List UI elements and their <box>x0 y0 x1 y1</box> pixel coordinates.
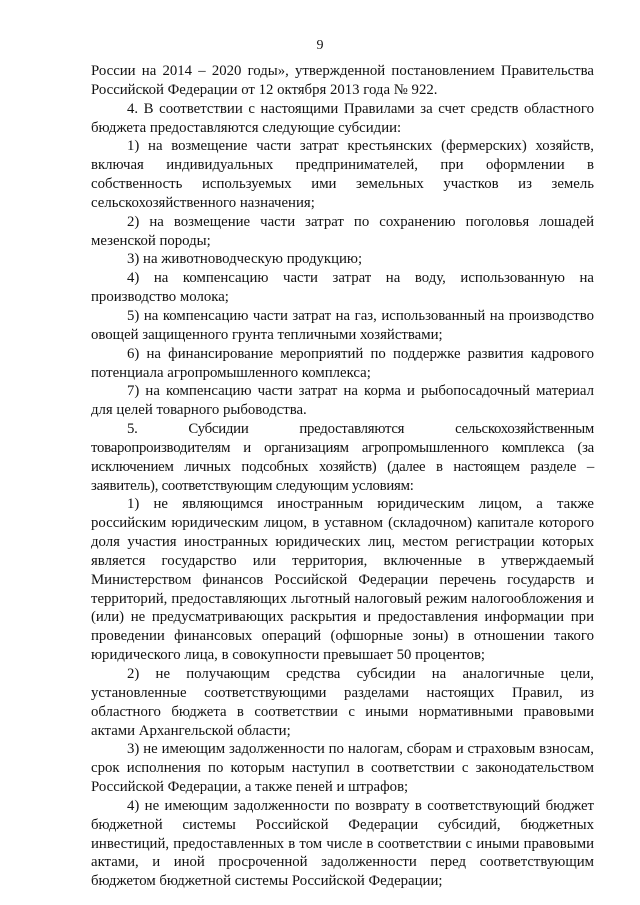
list-item-subsidy-2: 2) на возмещение части затрат по сохранению поголовья лошадей мезенской породы; <box>91 213 594 249</box>
list-item-condition-3: 3) не имеющим задолженности по налогам, сборам и страховым взносам, срок исполнения по которым наступил в соответствии с законодательством Российской Федерации, а также пеней и штрафов; <box>91 741 594 796</box>
paragraph-section-5-intro: 5. Субсидии предоставляются сельскохозяйственным товаропроизводителям и организациям агропромышленного комплекса (за исключением личных подсобных хозяйств) (далее в настоящем разделе – заявитель), соответствующим следующим условиям: <box>91 421 594 494</box>
paragraph-section-4-intro: 4. В соответствии с настоящими Правилами за счет средств областного бюджета предоставляются следующие субсидии: <box>91 100 594 136</box>
page-number: 9 <box>316 38 324 53</box>
list-item-condition-4: 4) не имеющим задолженности по возврату в соответствующий бюджет бюджетной системы Российской Федерации субсидий, бюджетных инвестиций, предоставленных в том числе в соответствии с иными правовыми актами, и иной просроченной задолженности перед соответствующим бюджетом бюджетной системы Российской Федерации; <box>91 797 594 890</box>
list-item-subsidy-5: 5) на компенсацию части затрат на газ, использованный на производство овощей защищенного грунта тепличными хозяйствами; <box>91 307 594 343</box>
list-item-subsidy-1: 1) на возмещение части затрат крестьянских (фермерских) хозяйств, включая индивидуальных предпринимателей, при оформлении в собственность используемых ими земельных участков из земель сельскохозяйственного назначения; <box>91 138 594 211</box>
list-item-subsidy-4: 4) на компенсацию части затрат на воду, использованную на производство молока; <box>91 270 594 306</box>
list-item-condition-1: 1) не являющимся иностранным юридическим лицом, а также российским юридическим лицом, в уставном (складочном) капитале которого доля участия иностранных юридических лиц, местом регистрации которых является государство или территория, включенные в утверждаемый Министерством финансов Российской Федерации перечень государств и территорий, предоставляющих льготный налоговый режим налогообложения и (или) не предусматривающих раскрытия и предоставления информации при проведении финансовых операций (офшорные зоны) в отношении такого юридического лица, в совокупности превышает 50 процентов; <box>91 496 594 664</box>
list-item-condition-2: 2) не получающим средства субсидии на аналогичные цели, установленные соответствующими разделами настоящих Правил, из областного бюджета в соответствии с иными нормативными правовыми актами Архангельской области; <box>91 666 594 739</box>
list-item-subsidy-3: 3) на животноводческую продукцию; <box>127 251 363 268</box>
list-item-subsidy-6: 6) на финансирование мероприятий по поддержке развития кадрового потенциала агропромышленного комплекса; <box>91 345 594 381</box>
list-item-subsidy-7: 7) на компенсацию части затрат на корма и рыбопосадочный материал для целей товарного рыбоводства. <box>91 383 594 419</box>
paragraph-continuation: России на 2014 – 2020 годы», утвержденной постановлением Правительства Российской Федерации от 12 октября 2013 года № 922. <box>91 63 594 98</box>
document-body <box>91 62 594 891</box>
